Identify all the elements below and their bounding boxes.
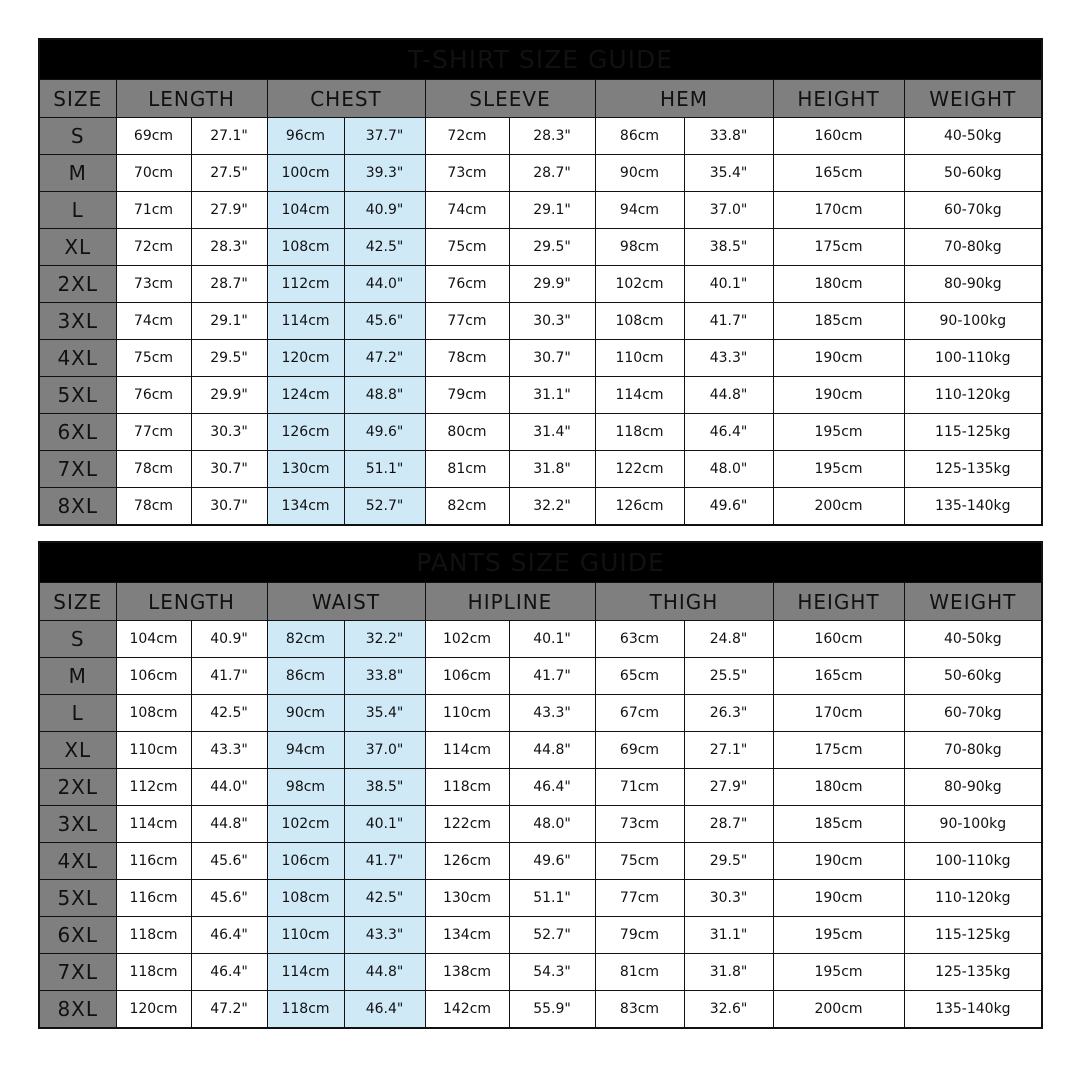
table-cell: 195cm xyxy=(773,917,904,954)
table-cell: 40.9" xyxy=(344,192,425,229)
table-cell: 165cm xyxy=(773,155,904,192)
table-cell: 79cm xyxy=(425,377,509,414)
table-cell: 31.8" xyxy=(509,451,595,488)
col-header-height: HEIGHT xyxy=(773,80,904,118)
table-cell: 48.8" xyxy=(344,377,425,414)
table-cell: 48.0" xyxy=(684,451,773,488)
tshirt-table-body xyxy=(39,118,1042,526)
table-cell: 28.7" xyxy=(684,806,773,843)
table-cell: 138cm xyxy=(425,954,509,991)
table-cell: 72cm xyxy=(425,118,509,155)
table-cell: 74cm xyxy=(425,192,509,229)
table-cell: 106cm xyxy=(425,658,509,695)
table-cell: 110cm xyxy=(595,340,684,377)
table-cell: 190cm xyxy=(773,880,904,917)
table-cell: 81cm xyxy=(595,954,684,991)
table-cell: 195cm xyxy=(773,451,904,488)
table-cell: 32.2" xyxy=(344,621,425,658)
table-cell: 86cm xyxy=(267,658,344,695)
col-header-weight: WEIGHT xyxy=(904,583,1042,621)
col-header-waist: WAIST xyxy=(267,583,425,621)
table-cell: 71cm xyxy=(595,769,684,806)
table-cell: 44.8" xyxy=(191,806,267,843)
table-cell: 90-100kg xyxy=(904,806,1042,843)
table-cell: 75cm xyxy=(425,229,509,266)
table-cell: 46.4" xyxy=(344,991,425,1029)
table-cell: 125-135kg xyxy=(904,451,1042,488)
table-cell: 31.1" xyxy=(509,377,595,414)
table-cell: 170cm xyxy=(773,192,904,229)
table-cell: 122cm xyxy=(595,451,684,488)
table-cell: 75cm xyxy=(595,843,684,880)
table-cell: 46.4" xyxy=(684,414,773,451)
table-cell: 42.5" xyxy=(191,695,267,732)
table-cell: 25.5" xyxy=(684,658,773,695)
table-cell: 82cm xyxy=(425,488,509,526)
table-cell: 118cm xyxy=(116,917,191,954)
table-row xyxy=(39,695,1042,732)
table-cell: 49.6" xyxy=(344,414,425,451)
table-cell: 114cm xyxy=(116,806,191,843)
table-cell: 200cm xyxy=(773,488,904,526)
table-cell: 108cm xyxy=(116,695,191,732)
table-cell: 35.4" xyxy=(344,695,425,732)
table-cell: 27.1" xyxy=(191,118,267,155)
table-cell: 80cm xyxy=(425,414,509,451)
table-row xyxy=(39,488,1042,526)
table-cell: 46.4" xyxy=(191,917,267,954)
table-cell: 115-125kg xyxy=(904,917,1042,954)
table-cell: 77cm xyxy=(595,880,684,917)
table-cell: 120cm xyxy=(267,340,344,377)
table-row xyxy=(39,732,1042,769)
table-cell: 73cm xyxy=(595,806,684,843)
pants-size-table xyxy=(38,541,1043,1029)
table-cell: 30.3" xyxy=(191,414,267,451)
table-cell: 44.8" xyxy=(344,954,425,991)
size-label: M xyxy=(39,155,116,192)
table-cell: 165cm xyxy=(773,658,904,695)
table-cell: 41.7" xyxy=(684,303,773,340)
table-cell: 37.7" xyxy=(344,118,425,155)
col-header-hipline: HIPLINE xyxy=(425,583,595,621)
table-cell: 47.2" xyxy=(191,991,267,1029)
size-label: 5XL xyxy=(39,377,116,414)
table-cell: 45.6" xyxy=(191,843,267,880)
table-cell: 26.3" xyxy=(684,695,773,732)
table-cell: 190cm xyxy=(773,843,904,880)
size-label: 5XL xyxy=(39,880,116,917)
table-cell: 102cm xyxy=(267,806,344,843)
table-cell: 27.1" xyxy=(684,732,773,769)
size-label: S xyxy=(39,621,116,658)
table-cell: 195cm xyxy=(773,414,904,451)
table-cell: 104cm xyxy=(116,621,191,658)
table-cell: 134cm xyxy=(267,488,344,526)
tshirt-size-guide xyxy=(38,38,1041,526)
table-cell: 30.7" xyxy=(191,488,267,526)
table-cell: 46.4" xyxy=(191,954,267,991)
table-cell: 67cm xyxy=(595,695,684,732)
size-label: 8XL xyxy=(39,488,116,526)
table-cell: 43.3" xyxy=(684,340,773,377)
table-cell: 30.3" xyxy=(684,880,773,917)
table-cell: 51.1" xyxy=(344,451,425,488)
size-label: XL xyxy=(39,229,116,266)
table-cell: 54.3" xyxy=(509,954,595,991)
table-cell: 78cm xyxy=(116,488,191,526)
size-label: 3XL xyxy=(39,303,116,340)
table-cell: 120cm xyxy=(116,991,191,1029)
table-cell: 35.4" xyxy=(684,155,773,192)
col-header-size: SIZE xyxy=(39,583,116,621)
table-cell: 100-110kg xyxy=(904,843,1042,880)
table-cell: 175cm xyxy=(773,229,904,266)
table-cell: 190cm xyxy=(773,377,904,414)
table-cell: 44.0" xyxy=(344,266,425,303)
table-cell: 48.0" xyxy=(509,806,595,843)
table-cell: 40.1" xyxy=(344,806,425,843)
table-cell: 90-100kg xyxy=(904,303,1042,340)
table-cell: 106cm xyxy=(267,843,344,880)
table-cell: 76cm xyxy=(425,266,509,303)
table-cell: 77cm xyxy=(425,303,509,340)
table-cell: 110cm xyxy=(425,695,509,732)
col-header-hem: HEM xyxy=(595,80,773,118)
table-cell: 40-50kg xyxy=(904,621,1042,658)
table-cell: 52.7" xyxy=(509,917,595,954)
table-cell: 31.4" xyxy=(509,414,595,451)
table-cell: 86cm xyxy=(595,118,684,155)
table-row xyxy=(39,658,1042,695)
table-cell: 49.6" xyxy=(684,488,773,526)
table-cell: 118cm xyxy=(595,414,684,451)
table-cell: 73cm xyxy=(425,155,509,192)
table-row xyxy=(39,192,1042,229)
table-cell: 45.6" xyxy=(191,880,267,917)
table-cell: 90cm xyxy=(595,155,684,192)
table-cell: 42.5" xyxy=(344,880,425,917)
size-label: 2XL xyxy=(39,266,116,303)
table-cell: 65cm xyxy=(595,658,684,695)
table-cell: 160cm xyxy=(773,118,904,155)
table-cell: 50-60kg xyxy=(904,658,1042,695)
table-cell: 71cm xyxy=(116,192,191,229)
size-label: 2XL xyxy=(39,769,116,806)
size-label: 6XL xyxy=(39,414,116,451)
table-cell: 29.1" xyxy=(509,192,595,229)
table-cell: 78cm xyxy=(116,451,191,488)
table-cell: 180cm xyxy=(773,266,904,303)
table-row xyxy=(39,621,1042,658)
table-cell: 60-70kg xyxy=(904,192,1042,229)
table-cell: 160cm xyxy=(773,621,904,658)
table-cell: 29.5" xyxy=(509,229,595,266)
table-row xyxy=(39,806,1042,843)
table-cell: 106cm xyxy=(116,658,191,695)
table-cell: 122cm xyxy=(425,806,509,843)
table-cell: 185cm xyxy=(773,806,904,843)
size-label: 4XL xyxy=(39,843,116,880)
table-cell: 37.0" xyxy=(684,192,773,229)
table-cell: 70-80kg xyxy=(904,732,1042,769)
table-cell: 116cm xyxy=(116,843,191,880)
table-row xyxy=(39,414,1042,451)
table-cell: 38.5" xyxy=(344,769,425,806)
table-cell: 96cm xyxy=(267,118,344,155)
table-cell: 90cm xyxy=(267,695,344,732)
col-header-thigh: THIGH xyxy=(595,583,773,621)
table-row xyxy=(39,769,1042,806)
table-row xyxy=(39,266,1042,303)
table-cell: 81cm xyxy=(425,451,509,488)
table-cell: 104cm xyxy=(267,192,344,229)
size-label: 7XL xyxy=(39,954,116,991)
table-cell: 110-120kg xyxy=(904,880,1042,917)
table-cell: 114cm xyxy=(425,732,509,769)
table-cell: 70-80kg xyxy=(904,229,1042,266)
table-cell: 80-90kg xyxy=(904,769,1042,806)
table-cell: 29.5" xyxy=(191,340,267,377)
table-cell: 134cm xyxy=(425,917,509,954)
table-cell: 29.9" xyxy=(509,266,595,303)
table-cell: 41.7" xyxy=(509,658,595,695)
table-cell: 130cm xyxy=(425,880,509,917)
table-cell: 112cm xyxy=(116,769,191,806)
table-cell: 76cm xyxy=(116,377,191,414)
table-cell: 135-140kg xyxy=(904,488,1042,526)
table-row xyxy=(39,880,1042,917)
pants-size-guide xyxy=(38,541,1041,1029)
table-cell: 78cm xyxy=(425,340,509,377)
table-cell: 190cm xyxy=(773,340,904,377)
tshirt-size-table xyxy=(38,38,1043,526)
table-cell: 43.3" xyxy=(344,917,425,954)
col-header-weight: WEIGHT xyxy=(904,80,1042,118)
size-label: 7XL xyxy=(39,451,116,488)
size-label: M xyxy=(39,658,116,695)
table-cell: 40.9" xyxy=(191,621,267,658)
table-row xyxy=(39,917,1042,954)
table-cell: 37.0" xyxy=(344,732,425,769)
table-cell: 30.3" xyxy=(509,303,595,340)
table-cell: 32.2" xyxy=(509,488,595,526)
table-cell: 24.8" xyxy=(684,621,773,658)
table-cell: 29.5" xyxy=(684,843,773,880)
col-header-length: LENGTH xyxy=(116,80,267,118)
table-cell: 126cm xyxy=(595,488,684,526)
table-cell: 75cm xyxy=(116,340,191,377)
table-cell: 115-125kg xyxy=(904,414,1042,451)
table-cell: 200cm xyxy=(773,991,904,1029)
table-cell: 77cm xyxy=(116,414,191,451)
table-cell: 114cm xyxy=(595,377,684,414)
table-row xyxy=(39,229,1042,266)
table-cell: 51.1" xyxy=(509,880,595,917)
table-cell: 38.5" xyxy=(684,229,773,266)
table-cell: 118cm xyxy=(116,954,191,991)
table-row xyxy=(39,843,1042,880)
table-cell: 30.7" xyxy=(509,340,595,377)
table-cell: 180cm xyxy=(773,769,904,806)
table-cell: 130cm xyxy=(267,451,344,488)
table-cell: 27.9" xyxy=(191,192,267,229)
table-cell: 42.5" xyxy=(344,229,425,266)
table-cell: 44.0" xyxy=(191,769,267,806)
table-row xyxy=(39,991,1042,1029)
table-cell: 124cm xyxy=(267,377,344,414)
table-cell: 118cm xyxy=(267,991,344,1029)
table-row xyxy=(39,451,1042,488)
table-cell: 33.8" xyxy=(684,118,773,155)
pants-table-body xyxy=(39,621,1042,1029)
table-cell: 30.7" xyxy=(191,451,267,488)
table-cell: 29.1" xyxy=(191,303,267,340)
table-cell: 100cm xyxy=(267,155,344,192)
table-cell: 126cm xyxy=(267,414,344,451)
size-label: S xyxy=(39,118,116,155)
table-cell: 125-135kg xyxy=(904,954,1042,991)
table-cell: 46.4" xyxy=(509,769,595,806)
table-cell: 118cm xyxy=(425,769,509,806)
col-header-size: SIZE xyxy=(39,80,116,118)
table-cell: 29.9" xyxy=(191,377,267,414)
table-cell: 114cm xyxy=(267,303,344,340)
table-cell: 44.8" xyxy=(509,732,595,769)
table-cell: 32.6" xyxy=(684,991,773,1029)
pants-guide-title: PANTS SIZE GUIDE xyxy=(39,542,1042,583)
table-cell: 170cm xyxy=(773,695,904,732)
table-cell: 69cm xyxy=(116,118,191,155)
table-cell: 43.3" xyxy=(191,732,267,769)
size-label: 3XL xyxy=(39,806,116,843)
table-cell: 98cm xyxy=(595,229,684,266)
table-cell: 73cm xyxy=(116,266,191,303)
table-cell: 142cm xyxy=(425,991,509,1029)
table-cell: 28.7" xyxy=(509,155,595,192)
size-label: 6XL xyxy=(39,917,116,954)
table-cell: 110cm xyxy=(267,917,344,954)
col-header-chest: CHEST xyxy=(267,80,425,118)
table-cell: 98cm xyxy=(267,769,344,806)
table-cell: 72cm xyxy=(116,229,191,266)
table-cell: 82cm xyxy=(267,621,344,658)
table-cell: 49.6" xyxy=(509,843,595,880)
table-cell: 83cm xyxy=(595,991,684,1029)
table-cell: 69cm xyxy=(595,732,684,769)
table-cell: 100-110kg xyxy=(904,340,1042,377)
col-header-length: LENGTH xyxy=(116,583,267,621)
table-cell: 31.8" xyxy=(684,954,773,991)
table-cell: 108cm xyxy=(267,229,344,266)
table-cell: 79cm xyxy=(595,917,684,954)
table-cell: 116cm xyxy=(116,880,191,917)
size-label: XL xyxy=(39,732,116,769)
table-cell: 102cm xyxy=(595,266,684,303)
size-label: L xyxy=(39,192,116,229)
tshirt-guide-title: T-SHIRT SIZE GUIDE xyxy=(39,39,1042,80)
table-cell: 70cm xyxy=(116,155,191,192)
table-cell: 27.9" xyxy=(684,769,773,806)
table-cell: 112cm xyxy=(267,266,344,303)
table-cell: 28.3" xyxy=(509,118,595,155)
col-header-height: HEIGHT xyxy=(773,583,904,621)
table-cell: 94cm xyxy=(595,192,684,229)
table-cell: 114cm xyxy=(267,954,344,991)
table-row xyxy=(39,340,1042,377)
table-cell: 41.7" xyxy=(344,843,425,880)
table-cell: 110cm xyxy=(116,732,191,769)
table-cell: 50-60kg xyxy=(904,155,1042,192)
table-cell: 108cm xyxy=(595,303,684,340)
col-header-sleeve: SLEEVE xyxy=(425,80,595,118)
table-cell: 40.1" xyxy=(684,266,773,303)
table-cell: 126cm xyxy=(425,843,509,880)
table-cell: 40.1" xyxy=(509,621,595,658)
table-cell: 80-90kg xyxy=(904,266,1042,303)
table-cell: 44.8" xyxy=(684,377,773,414)
table-cell: 195cm xyxy=(773,954,904,991)
table-cell: 45.6" xyxy=(344,303,425,340)
table-cell: 52.7" xyxy=(344,488,425,526)
table-cell: 40-50kg xyxy=(904,118,1042,155)
table-cell: 28.3" xyxy=(191,229,267,266)
table-cell: 110-120kg xyxy=(904,377,1042,414)
table-cell: 47.2" xyxy=(344,340,425,377)
table-cell: 60-70kg xyxy=(904,695,1042,732)
table-cell: 55.9" xyxy=(509,991,595,1029)
table-cell: 135-140kg xyxy=(904,991,1042,1029)
table-cell: 41.7" xyxy=(191,658,267,695)
table-cell: 175cm xyxy=(773,732,904,769)
table-cell: 94cm xyxy=(267,732,344,769)
table-cell: 27.5" xyxy=(191,155,267,192)
size-label: 8XL xyxy=(39,991,116,1029)
table-cell: 63cm xyxy=(595,621,684,658)
table-cell: 31.1" xyxy=(684,917,773,954)
table-cell: 33.8" xyxy=(344,658,425,695)
table-cell: 28.7" xyxy=(191,266,267,303)
size-label: L xyxy=(39,695,116,732)
table-cell: 74cm xyxy=(116,303,191,340)
table-row xyxy=(39,155,1042,192)
table-cell: 43.3" xyxy=(509,695,595,732)
table-cell: 108cm xyxy=(267,880,344,917)
table-cell: 102cm xyxy=(425,621,509,658)
table-row xyxy=(39,377,1042,414)
table-row xyxy=(39,954,1042,991)
table-cell: 39.3" xyxy=(344,155,425,192)
table-row xyxy=(39,303,1042,340)
table-row xyxy=(39,118,1042,155)
table-cell: 185cm xyxy=(773,303,904,340)
size-label: 4XL xyxy=(39,340,116,377)
